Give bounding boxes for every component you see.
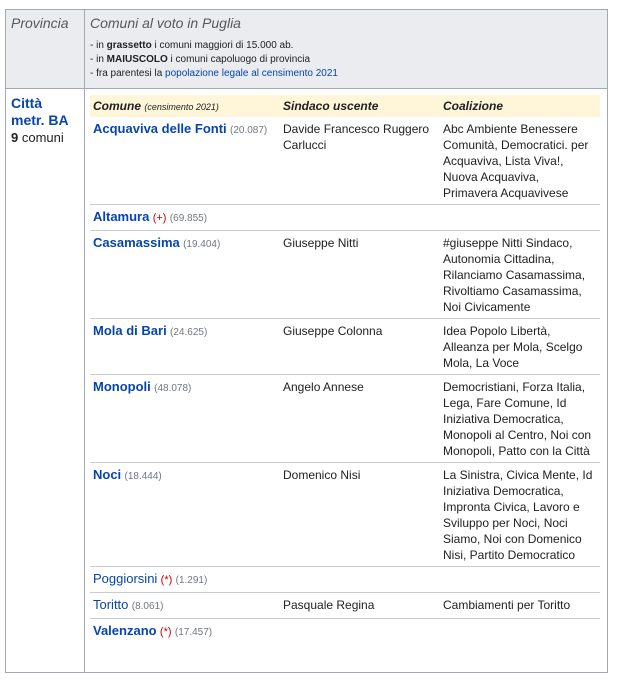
province-name-link[interactable]: Città metr. BA	[11, 95, 69, 128]
comune-cell	[90, 231, 280, 319]
table-row	[90, 593, 600, 619]
comune-link[interactable]: Monopoli	[93, 379, 151, 394]
province-cell	[6, 89, 85, 672]
coalizione-cell: Idea Popolo Libertà, Alleanza per Mola, Scelgo Mola, La Voce	[440, 319, 600, 375]
main-header	[85, 10, 607, 89]
comune-link[interactable]: Poggiorsini	[93, 571, 158, 586]
col-comune: Comune (censimento 2021)	[90, 95, 280, 117]
coalizione-cell: La Sinistra, Civica Mente, Id Iniziativa Democratica, Impronta Civica, Lavoro e Sviluppo per Noci, Noci Siamo, Noi con Domenico Nisi, Partito Democratico	[440, 463, 600, 567]
sindaco-cell	[280, 205, 440, 231]
sindaco-cell: Pasquale Regina	[280, 593, 440, 619]
provincia-header	[6, 10, 85, 89]
table-row	[90, 375, 600, 463]
coalizione-cell: Democristiani, Forza Italia, Lega, Fare Comune, Id Iniziativa Democratica, Monopoli al Centro, Noi con Monopoli, Patto con la Città	[440, 375, 600, 463]
main-title: Comuni al voto in Puglia	[90, 15, 241, 31]
sindaco-cell: Giuseppe Nitti	[280, 231, 440, 319]
comune-cell	[90, 319, 280, 375]
table-row	[90, 463, 600, 567]
sindaco-cell: Domenico Nisi	[280, 463, 440, 567]
comune-population: (69.855)	[169, 213, 208, 224]
table-row	[90, 231, 600, 319]
comune-cell	[90, 567, 280, 593]
sindaco-cell	[280, 567, 440, 593]
comune-cell	[90, 205, 280, 231]
comune-link[interactable]: Mola di Bari	[93, 323, 167, 338]
col-coalizione: Coalizione	[440, 95, 600, 117]
comune-link[interactable]: Toritto	[93, 597, 129, 612]
table-row	[90, 619, 600, 645]
table-row	[90, 205, 600, 231]
table-row	[90, 319, 600, 375]
comune-population: (18.444)	[124, 471, 162, 482]
comune-mark: (*)	[159, 626, 172, 638]
note-uppercase: - in MAIUSCOLO i comuni capoluogo di provincia	[90, 54, 311, 65]
elections-table	[5, 9, 608, 673]
col-sindaco: Sindaco uscente	[280, 95, 440, 117]
coalizione-cell	[440, 619, 600, 645]
coalizione-cell	[440, 567, 600, 593]
table-row	[90, 567, 600, 593]
comune-cell	[90, 463, 280, 567]
coalizione-cell: Abc Ambiente Benessere Comunità, Democratici. per Acquaviva, Lista Viva!, Nuova Acquaviva, Primavera Acquavivese	[440, 117, 600, 205]
comune-population: (48.078)	[154, 383, 192, 394]
comune-cell	[90, 375, 280, 463]
sindaco-cell: Davide Francesco Ruggero Carlucci	[280, 117, 440, 205]
comuni-panel	[85, 89, 607, 672]
comune-population: (19.404)	[183, 239, 221, 250]
comune-mark: (+)	[152, 212, 167, 224]
comune-cell	[90, 117, 280, 205]
note-population: - fra parentesi la popolazione legale al censimento 2021	[90, 68, 338, 79]
comune-population: (8.061)	[131, 601, 164, 612]
province-count: 9 comuni	[11, 130, 64, 145]
coalizione-cell: #giuseppe Nitti Sindaco, Autonomia Cittadina, Rilanciamo Casamassima, Rivoltiamo Casamassima, Noi Civicamente	[440, 231, 600, 319]
comune-population: (20.087)	[230, 125, 268, 136]
comune-mark: (*)	[160, 574, 173, 586]
comune-population: (24.625)	[170, 327, 208, 338]
comuni-table-header	[90, 95, 600, 117]
comuni-table	[90, 95, 600, 644]
comune-link[interactable]: Acquaviva delle Fonti	[93, 121, 227, 136]
sindaco-cell: Angelo Annese	[280, 375, 440, 463]
table-row	[90, 117, 600, 205]
comune-population: (17.457)	[174, 627, 213, 638]
census-link[interactable]: popolazione legale al censimento 2021	[165, 68, 338, 79]
comune-link[interactable]: Noci	[93, 467, 122, 482]
coalizione-cell: Cambiamenti per Toritto	[440, 593, 600, 619]
sindaco-cell: Giuseppe Colonna	[280, 319, 440, 375]
sindaco-cell	[280, 619, 440, 645]
coalizione-cell	[440, 205, 600, 231]
comune-link[interactable]: Valenzano	[93, 623, 157, 638]
comune-cell	[90, 593, 280, 619]
legend-notes	[90, 39, 602, 81]
note-bold: - in grassetto i comuni maggiori di 15.000 ab.	[90, 40, 294, 51]
comune-cell	[90, 619, 280, 645]
comune-link[interactable]: Casamassima	[93, 235, 180, 250]
comune-population: (1.291)	[175, 575, 208, 586]
comune-link[interactable]: Altamura	[93, 209, 150, 224]
provincia-header-label: Provincia	[11, 15, 69, 31]
